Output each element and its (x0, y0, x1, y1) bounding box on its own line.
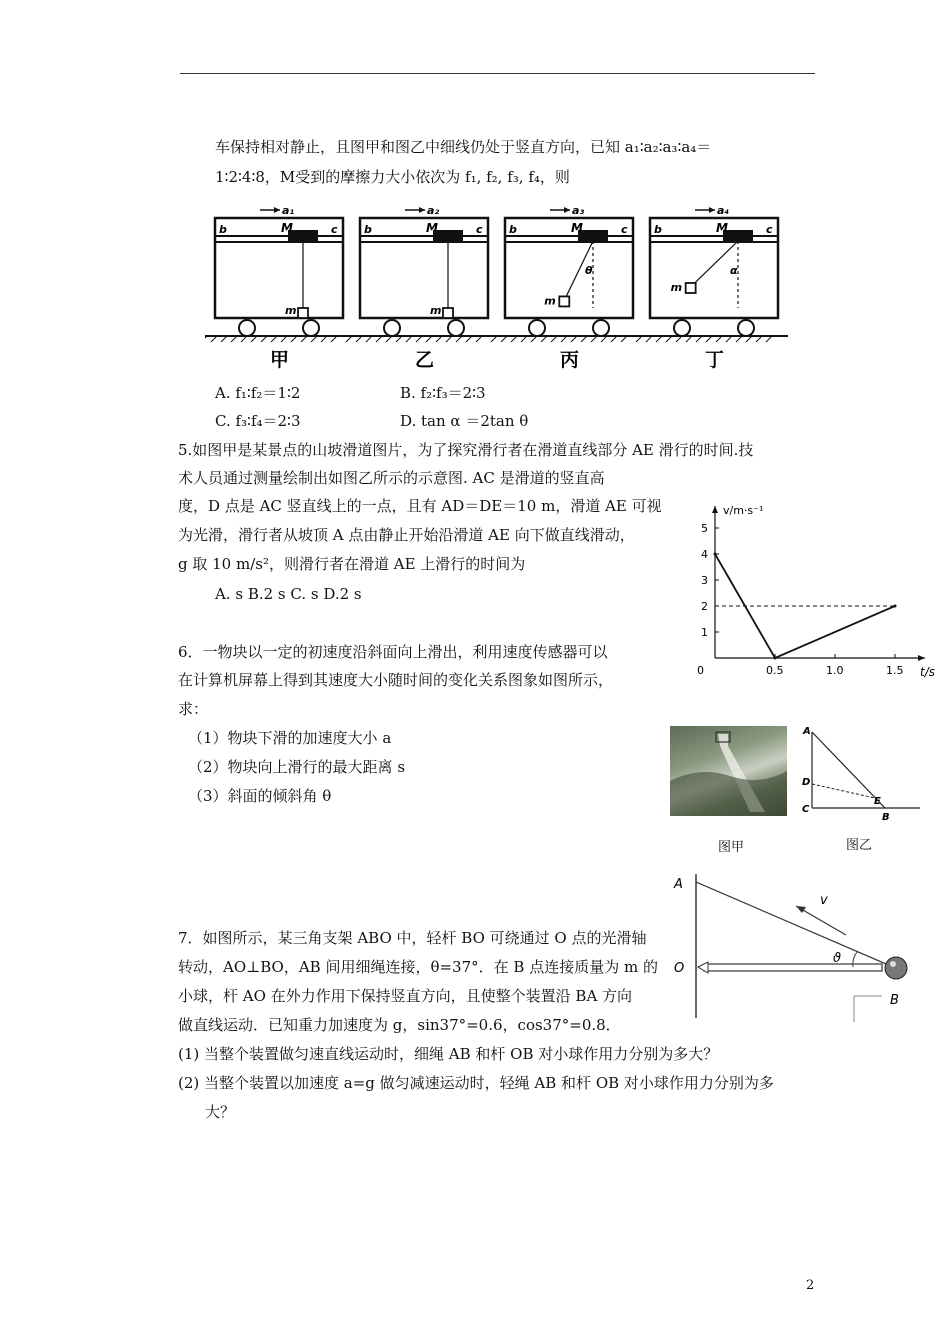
data-point (714, 553, 717, 556)
x-axis-arrow (918, 655, 925, 661)
wheel-left (384, 320, 400, 336)
label-m: m (285, 304, 297, 317)
pt-e-label: E (874, 796, 881, 807)
ball-m (686, 283, 696, 293)
ball-m (298, 308, 308, 318)
q7-line3: 小球，杆 AO 在外力作用下保持竖直方向，且使整个装置沿 BA 方向 (178, 987, 633, 1005)
q7-line1: 7．如图所示，某三角支架 ABO 中，轻杆 BO 可绕通过 O 点的光滑轴 (178, 929, 647, 947)
q7-line2: 转动，AO⊥BO，AB 间用细绳连接，θ=37°．在 B 点连接质量为 m 的 (178, 958, 658, 976)
q4-option-c: C. f₃∶f₄＝2∶3 (215, 412, 301, 430)
q6-sub2: （2）物块向上滑行的最大距离 s (188, 758, 406, 776)
wheel-right (738, 320, 754, 336)
q7-figure (668, 868, 918, 1028)
accel-label: a₄ (717, 204, 730, 217)
angle-label: θ (585, 264, 593, 277)
cart-caption: 丙 (560, 349, 580, 370)
accel-arrow-head (419, 207, 425, 213)
ski-slope-photo (670, 726, 787, 816)
x-tick-label: 0 (697, 664, 704, 677)
y-tick-label: 4 (701, 548, 708, 561)
x-axis-label: t/s (920, 665, 935, 679)
q7-label-angle: ϑ (833, 951, 842, 966)
y-tick-label: 2 (701, 600, 708, 613)
label-M: M (716, 221, 728, 235)
y-tick-label: 3 (701, 574, 708, 587)
pt-c-label: C (802, 804, 810, 815)
q5-options: A. s B.2 s C. s D.2 s (215, 585, 362, 603)
y-tick-label: 1 (701, 626, 708, 639)
data-point (894, 605, 897, 608)
accel-arrow-head (709, 207, 715, 213)
q4-option-b: B. f₂∶f₃＝2∶3 (400, 384, 486, 402)
label-b: b (364, 223, 372, 236)
q7-label-a: A (674, 877, 683, 892)
wheel-left (674, 320, 690, 336)
y-axis-arrow (712, 506, 718, 513)
slope-schematic (800, 722, 924, 822)
q6-line1: 6．一物块以一定的初速度沿斜面向上滑出，利用速度传感器可以 (178, 643, 608, 661)
label-b: b (219, 223, 227, 236)
cart-1 (205, 204, 353, 370)
accel-arrow-head (274, 207, 280, 213)
q6-sub1: （1）物块下滑的加速度大小 a (188, 729, 392, 747)
wheel-left (239, 320, 255, 336)
ball-m (443, 308, 453, 318)
label-b: b (654, 223, 662, 236)
label-M: M (426, 221, 438, 235)
x-tick-label: 1.0 (826, 664, 844, 677)
fig-yi-caption: 图乙 (846, 838, 873, 853)
cart-caption: 甲 (270, 349, 290, 370)
label-m: m (544, 294, 556, 308)
label-m: m (670, 280, 683, 294)
label-c: c (766, 223, 773, 236)
q7-label-b: B (890, 993, 899, 1008)
ball-m (559, 296, 569, 306)
cart-body (215, 218, 343, 318)
q6-line3: 求： (178, 700, 209, 718)
label-m: m (430, 304, 442, 317)
pt-d-label: D (802, 777, 811, 788)
vt-chart (680, 498, 942, 688)
q7-sub2-cont: 大？ (205, 1103, 236, 1121)
accel-arrow-head (564, 207, 570, 213)
q7-line4: 做直线运动．已知重力加速度为 g，sin37°=0.6，cos37°=0.8． (178, 1016, 621, 1034)
cart-caption: 丁 (705, 349, 725, 370)
cart-3 (491, 204, 643, 370)
q6-sub3: （3）斜面的倾斜角 θ (188, 787, 332, 805)
label-c: c (331, 223, 338, 236)
accel-label: a₁ (282, 204, 295, 217)
label-c: c (476, 223, 483, 236)
x-tick-label: 0.5 (766, 664, 784, 677)
y-tick-label: 5 (701, 522, 708, 535)
q4-cart-figures (205, 200, 800, 370)
q5-line5: g 取 10 m/s²，则滑行者在滑道 AE 上滑行的时间为 (178, 555, 526, 573)
pt-b-label: B (882, 812, 890, 822)
q6-line2: 在计算机屏幕上得到其速度大小随时间的变化关系图象如图所示， (178, 671, 614, 689)
cart-body (360, 218, 488, 318)
wheel-left (529, 320, 545, 336)
label-b: b (509, 223, 517, 236)
cart-caption: 乙 (415, 349, 435, 370)
slope-photo-sketch (670, 726, 787, 816)
label-c: c (621, 223, 628, 236)
cart-2 (346, 204, 498, 370)
y-axis-label: v/m·s⁻¹ (723, 504, 764, 517)
angle-label: α (730, 264, 738, 277)
q5-line4: 为光滑，滑行者从坡顶 A 点由静止开始沿滑道 AE 向下做直线滑动， (178, 526, 635, 544)
label-M: M (571, 221, 583, 235)
header-rule (180, 73, 815, 74)
wheel-right (448, 320, 464, 336)
x-tick-label: 1.5 (886, 664, 904, 677)
q7-sub1: (1) 当整个装置做匀速直线运动时，细绳 AB 和杆 OB 对小球作用力分别为多大？ (178, 1045, 719, 1063)
pt-a-label: A (803, 726, 811, 737)
q5-line2: 术人员通过测量绘制出如图乙所示的示意图. AC 是滑道的竖直高 (178, 469, 605, 487)
cart-4 (636, 204, 788, 370)
series-line (715, 554, 895, 658)
q7-label-v: v (820, 893, 828, 908)
accel-label: a₃ (572, 204, 585, 217)
cart-body (650, 218, 778, 318)
q4-option-d: D. tan α ＝2tan θ (400, 412, 529, 430)
q7-sub2: (2) 当整个装置以加速度 a=g 做匀减速运动时，轻绳 AB 和杆 OB 对小球作用力分别为多 (178, 1074, 774, 1092)
wheel-right (303, 320, 319, 336)
q4-line2: 1∶2∶4∶8，M受到的摩擦力大小依次为 f₁, f₂, f₃, f₄，则 (215, 168, 570, 186)
q5-line3: 度，D 点是 AC 竖直线上的一点，且有 AD＝DE＝10 m，滑道 AE 可视 (178, 497, 662, 515)
q4-option-a: A. f₁∶f₂＝1∶2 (215, 384, 301, 402)
page-number: 2 (806, 1278, 815, 1293)
wheel-right (593, 320, 609, 336)
accel-label: a₂ (427, 204, 440, 217)
q5-line1: 5.如图甲是某景点的山坡滑道图片，为了探究滑行者在滑道直线部分 AE 滑行的时间.技 (178, 441, 754, 459)
data-point (774, 657, 777, 660)
q7-label-o: O (674, 961, 685, 976)
q4-line1: 车保持相对静止，且图甲和图乙中细线仍处于竖直方向，已知 a₁∶a₂∶a₃∶a₄＝ (215, 138, 712, 156)
fig-jia-caption: 图甲 (718, 840, 745, 855)
label-M: M (281, 221, 293, 235)
